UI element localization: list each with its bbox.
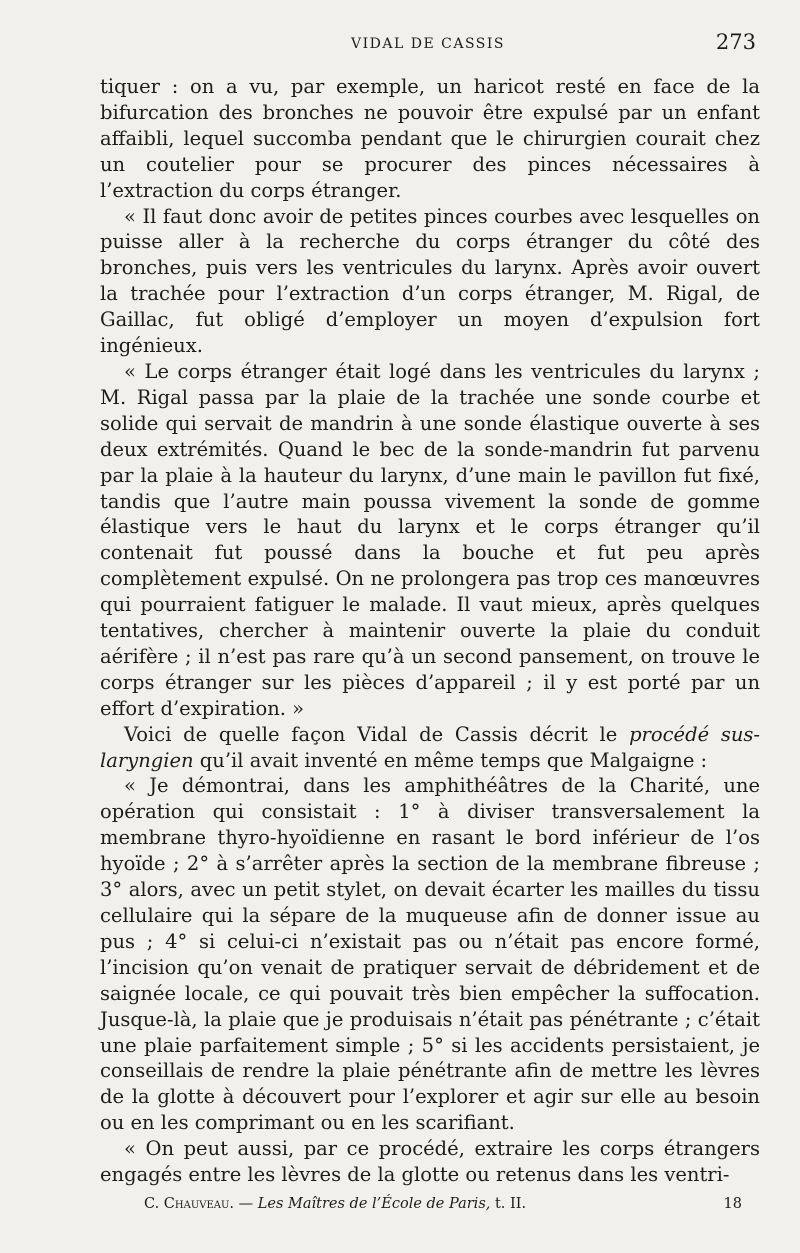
paragraph-text: « Je démontrai, dans les amphithéâtres de la Charité, une opération qui consistait : 1° à diviser transversalement la membrane thyro-hyoïdienne en rasant le bord inférieur de l’os hyoïde ; 2° à s’arrêter après la section de la membrane fibreuse ; 3° alors, avec un petit stylet, on devait écarter les mailles du tissu cellulaire qui la sépare de la muqueuse afin de donner issue au pus ; 4° si celui-ci n’existait pas ou n’était pas encore formé, l’incision qu’on venait de pratiquer servait de débridement et de saignée locale, ce qui pouvait très bien empêcher la suffocation. Jusque-là, la plaie que je produisais n’était pas pénétrante ; c’était une plaie parfaitement simple ; 5° si les accidents persistaient, je conseillais de rendre la plaie pénétrante afin de mettre les lèvres de la glotte à découvert pour l’explorer et agir sur elle au besoin ou en les comprimant ou en les scarifiant. [100, 774, 760, 1135]
italic-term: procédé sus-laryngien [100, 722, 761, 772]
paragraph-text: tiquer : on a vu, par exemple, un haricot resté en face de la bifurcation des bronches ne pouvoir être expulsé par un enfant affaibli, lequel succomba pendant que le chirurgien courait chez un coutelier pour se procurer des pinces nécessaires à l’extraction du corps étranger. [100, 75, 760, 202]
paragraph [100, 773, 760, 1136]
paragraph [100, 74, 760, 204]
footer-volume: t. II. [490, 1196, 527, 1212]
footer-book-title: Les Maîtres de l’École de Paris, [257, 1196, 491, 1212]
footer-credit [144, 1196, 526, 1212]
page-header [100, 30, 756, 60]
paragraph-text: qu’il avait inventé en même temps que Malgaigne : [193, 748, 708, 772]
paragraph-text: « On peut aussi, par ce procédé, extraire les corps étrangers engagés entre les lèvres de la glotte ou retenus dans les ventri- [100, 1137, 760, 1187]
body-text [100, 74, 760, 1188]
paragraph-text: « Il faut donc avoir de petites pinces courbes avec lesquelles on puisse aller à la recherche du corps étranger du côté des bronches, puis vers les ventricules du larynx. Après avoir ouvert la trachée pour l’extraction d’un corps étranger, M. Rigal, de Gaillac, fut obligé d’employer un moyen d’expulsion fort ingénieux. [100, 204, 760, 358]
footer-author: C. Chauveau. [144, 1196, 235, 1212]
footer-signature-number: 18 [723, 1196, 742, 1212]
footer-separator: — [234, 1196, 258, 1212]
running-head: VIDAL DE CASSIS [351, 36, 505, 52]
paragraph [100, 359, 760, 722]
paragraph-text: Voici de quelle façon Vidal de Cassis décrit le [124, 722, 630, 746]
paragraph [100, 204, 760, 359]
paragraph [100, 1136, 760, 1188]
page-number: 273 [715, 30, 756, 54]
paragraph [100, 722, 760, 774]
paragraph-text: « Le corps étranger était logé dans les ventricules du larynx ; M. Rigal passa par la plaie de la trachée une sonde courbe et solide qui servait de mandrin à une sonde élastique ouverte à ses deux extrémités. Quand le bec de la sonde-mandrin fut parvenu par la plaie à la hauteur du larynx, d’une main le pavillon fut fixé, tandis que l’autre main poussa vivement la sonde de gomme élastique vers le haut du larynx et le corps étranger qu’il contenait fut poussé dans la bouche et fut peu après complètement expulsé. On ne prolongera pas trop ces manœuvres qui pourraient fatiguer le malade. Il vaut mieux, après quelques tentatives, chercher à maintenir ouverte la plaie du conduit aérifère ; il n’est pas rare qu’à un second pansement, on trouve le corps étranger sur les pièces d’appareil ; il y est porté par un effort d’expiration. » [100, 359, 760, 720]
